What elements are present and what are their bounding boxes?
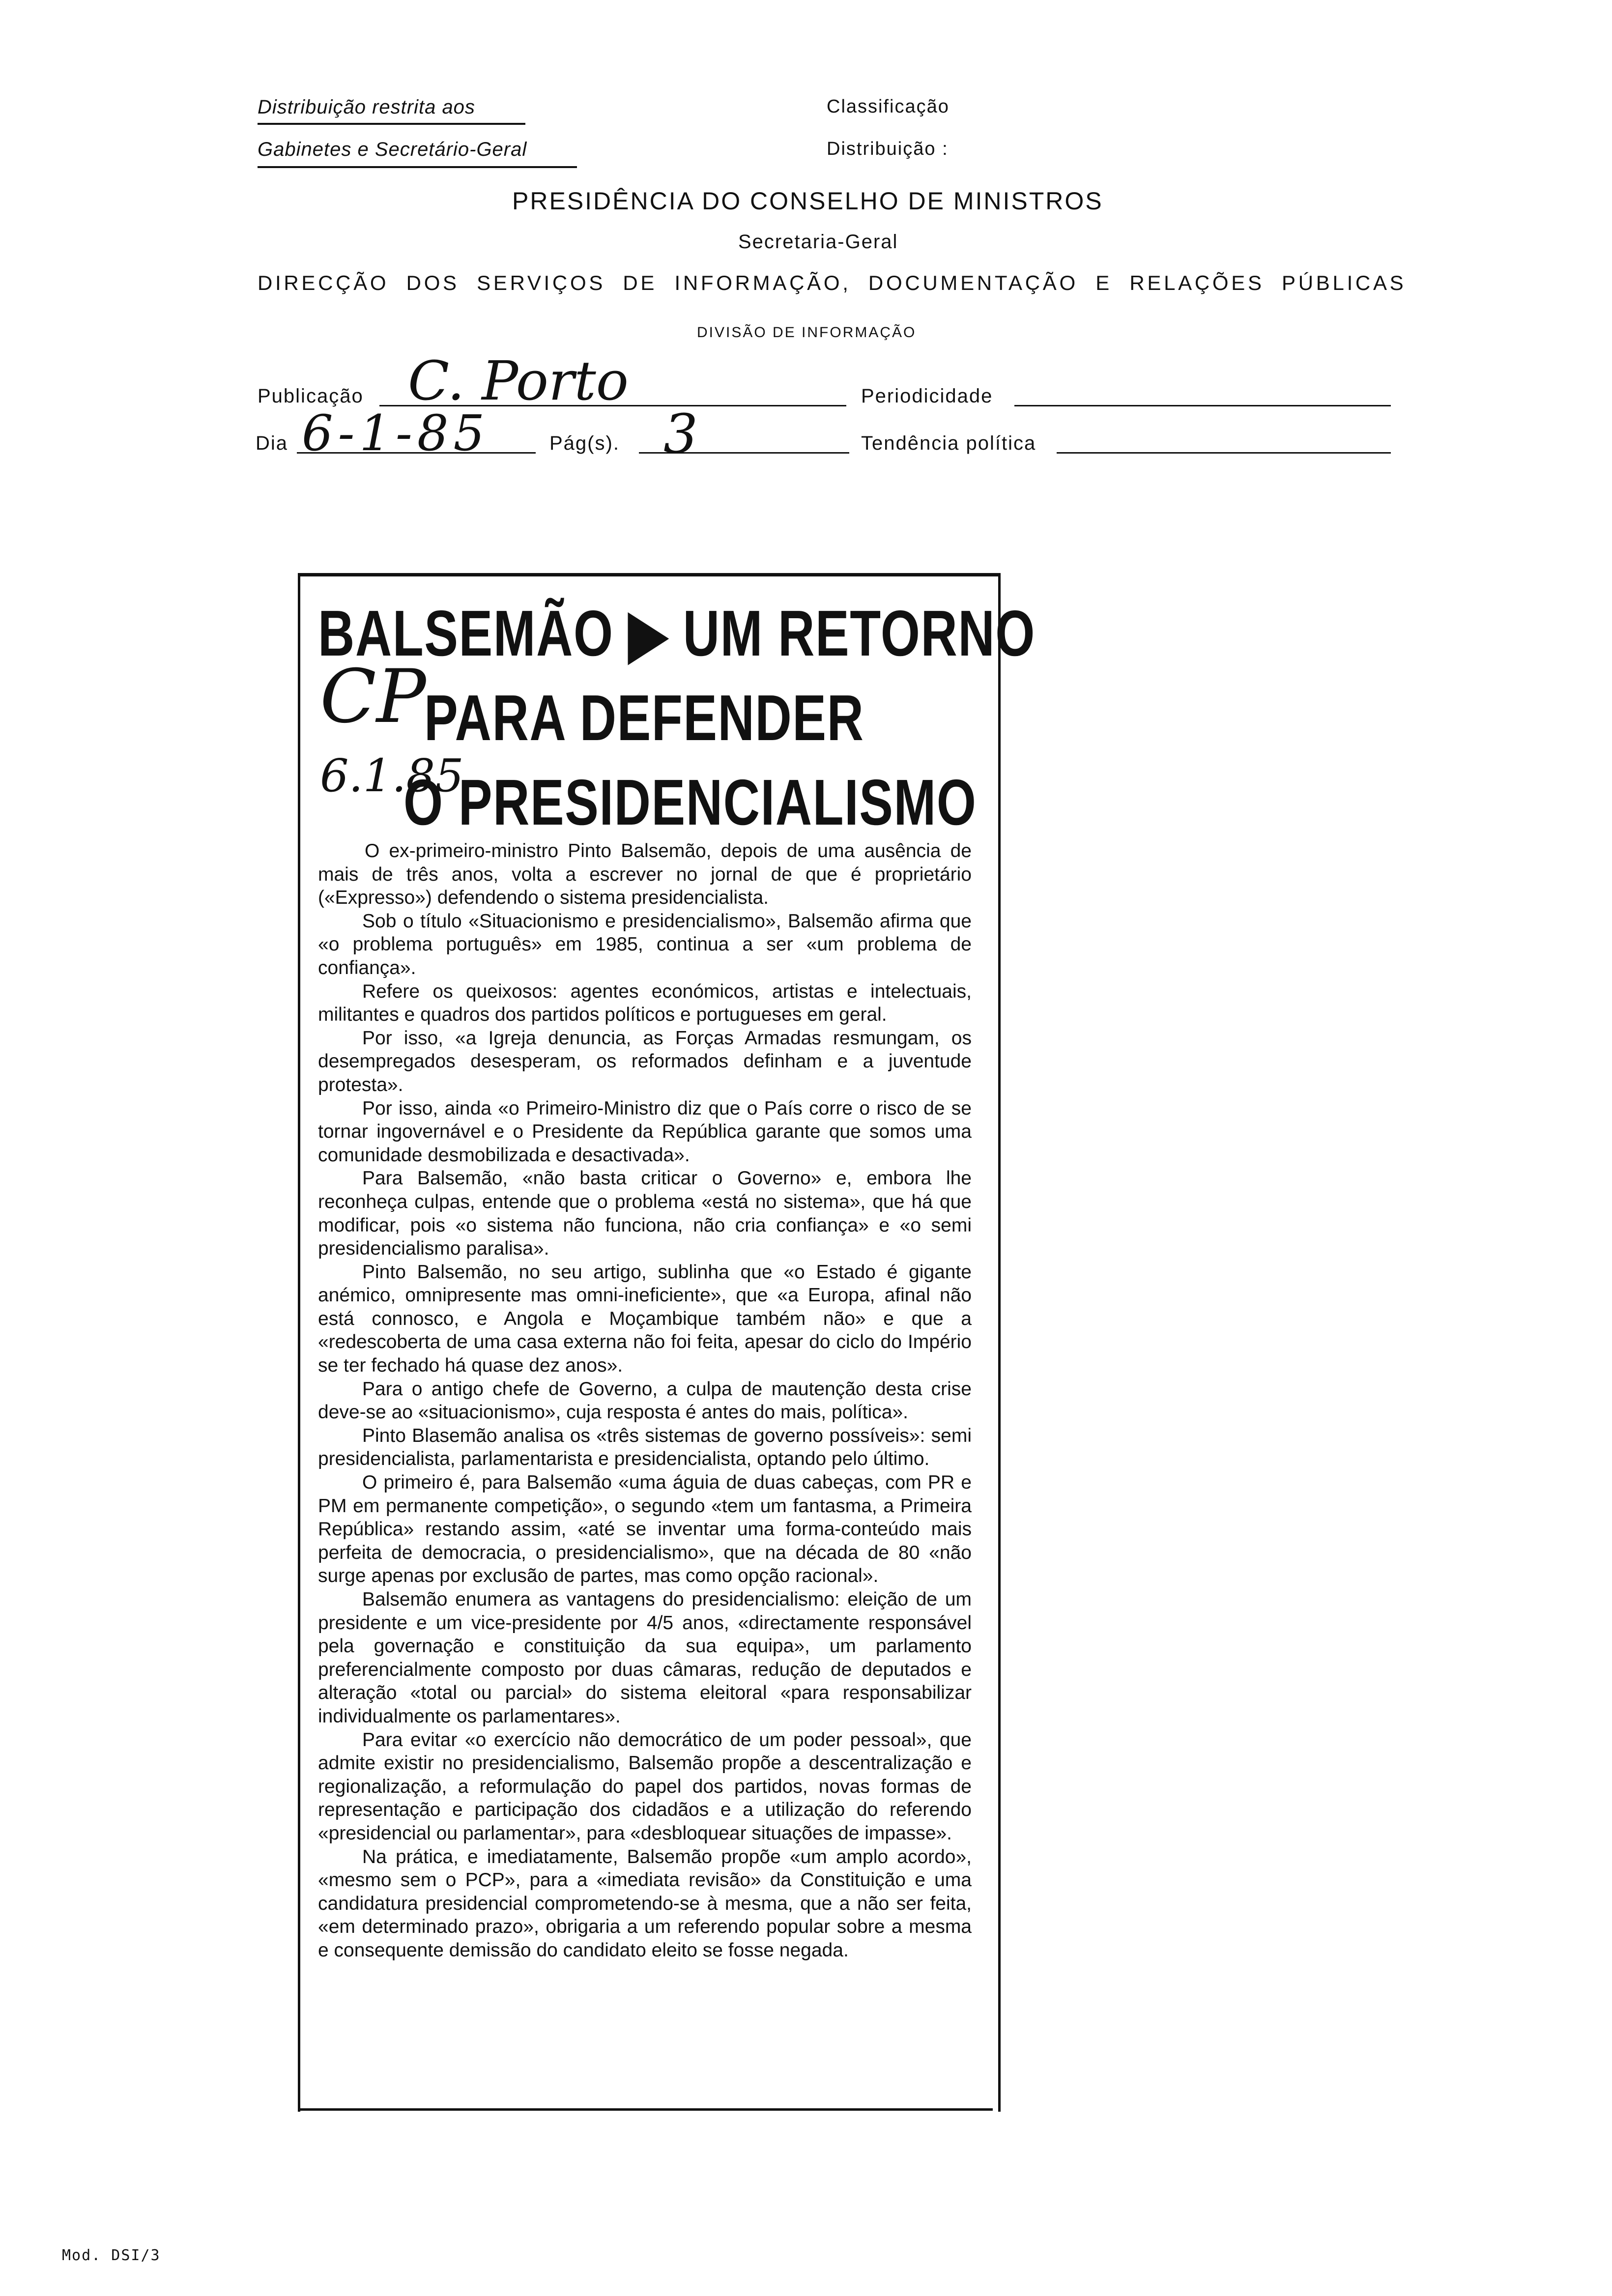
- article-paragraph: O primeiro é, para Balsemão «uma águia de duas cabeças, com PR e PM em permanente competição», o segundo «tem um fantasma, a Primeira República» restando assim, «até se inventar uma forma-conteúdo mais perfeita de democracia, o presidencialismo», que na década de 80 «não surge apenas por exclusão de partes, mas como opção racional».: [318, 1472, 972, 1587]
- headline-line-3: O PRESIDENCIALISMO: [403, 766, 977, 838]
- periodicity-label: Periodicidade: [861, 385, 993, 407]
- form-code: Mod. DSI/3: [62, 2247, 161, 2264]
- secretariat-title: Secretaria-Geral: [738, 231, 898, 253]
- day-handwritten: 6-1-85: [302, 404, 490, 462]
- article-paragraph: Pinto Balsemão, no seu artigo, sublinha que «o Estado é gigante anémico, omnipresente mas omni-ineficiente», que «a Europa, afinal não está connosco, e Angola e Moçambique também não» e que a «redescoberta de uma casa externa não foi feita, apesar do ciclo do Império se ter fechado há quase dez anos».: [318, 1261, 972, 1377]
- tendency-label: Tendência política: [861, 432, 1036, 454]
- directorate-title: DIRECÇÃO DOS SERVIÇOS DE INFORMAÇÃO, DOCUMENTAÇÃO E RELAÇÕES PÚBLICAS: [258, 271, 1407, 294]
- article-paragraph: Por isso, «a Igreja denuncia, as Forças Armadas resmungam, os desempregados desesperam, os reformados definham e a juventude protesta».: [318, 1027, 972, 1095]
- divider: [258, 166, 577, 168]
- pages-handwritten: 3: [663, 402, 698, 465]
- article-body: [318, 839, 972, 1962]
- headline-line-1: BALSEMÃO ▶ UM RETORNO: [318, 597, 1036, 669]
- article-paragraph: Para evitar «o exercício não democrático de um poder pessoal», que admite existir no presidencialismo, Balsemão propõe a descentralização e regionalização, a reformulação do papel dos partidos, novas formas de representação e participação dos cidadãos e a utilização do referendo «presidencial ou parlamentar», para «desbloquear situações de impasse».: [318, 1729, 972, 1844]
- newspaper-clipping: [298, 573, 1036, 2112]
- division-title: DIVISÃO DE INFORMAÇÃO: [697, 324, 917, 341]
- article-paragraph: Para o antigo chefe de Governo, a culpa de mautenção desta crise deve-se ao «situacionismo», cuja resposta é antes do mais, política».: [318, 1378, 972, 1423]
- tendency-line: [1057, 452, 1391, 454]
- divider: [258, 123, 525, 125]
- article-paragraph: O ex-primeiro-ministro Pinto Balsemão, depois de uma ausência de mais de três anos, volta a escrever no jornal de que é proprietário («Expresso») defendendo o sistema presidencialista.: [318, 840, 972, 909]
- article-paragraph: Por isso, ainda «o Primeiro-Ministro diz que o País corre o risco de se tornar ingovernável e o Presidente da República garante que somos uma comunidade desmobilizada e desactivada».: [318, 1097, 972, 1166]
- clipping-bottom-edge: [300, 2108, 993, 2111]
- headline-line-2: PARA DEFENDER: [424, 682, 864, 754]
- article-paragraph: Na prática, e imediatamente, Balsemão propõe «um amplo acordo», «mesmo sem o PCP», para a «imediata revisão» da Constituição e uma candidatura presidencial comprometendo-se à mesma, que a não ser feita, «em determinado prazo», obrigaria a um referendo popular sobre a mesma e consequente demissão do candidato eleito se fosse negada.: [318, 1846, 972, 1961]
- day-label: Dia: [256, 432, 288, 454]
- handwritten-annotation-source: CP: [320, 654, 426, 740]
- publication-label: Publicação: [258, 385, 364, 407]
- article-paragraph: Balsemão enumera as vantagens do presidencialismo: eleição de um presidente e um vice-presidente por 4/5 anos, «directamente responsável pela governação e constituição da sua equipa», um parlamento preferencialmente composto por duas câmaras, redução de deputados e alteração «total ou parcial» do sistema eleitoral «para responsabilizar individualmente os parlamentares».: [318, 1589, 972, 1727]
- article-paragraph: Sob o título «Situacionismo e presidencialismo», Balsemão afirma que «o problema português» em 1985, continua a ser «um problema de confiança».: [318, 910, 972, 978]
- article-paragraph: Para Balsemão, «não basta criticar o Governo» e, embora lhe reconheça culpas, entende que o problema «está no sistema», que há que modificar, pois «o sistema não funciona, não cria confiança» e «o semi presidencialismo paralisa».: [318, 1168, 972, 1260]
- classification-label: Classificação: [827, 96, 950, 117]
- periodicity-line: [1014, 405, 1391, 406]
- article-paragraph: Refere os queixosos: agentes económicos, artistas e intelectuais, militantes e quadros dos partidos políticos e portugueses em geral.: [318, 980, 972, 1026]
- distribution-label: Distribuição :: [827, 139, 949, 159]
- distribution-restricted-line1: Distribuição restrita aos: [258, 96, 475, 118]
- handwritten-annotation-date: 6.1.85: [320, 749, 464, 802]
- pages-label: Pág(s).: [549, 432, 620, 454]
- ministry-title: PRESIDÊNCIA DO CONSELHO DE MINISTROS: [512, 187, 1103, 215]
- publication-handwritten: C. Porto: [408, 349, 629, 412]
- article-paragraph: Pinto Blasemão analisa os «três sistemas de governo possíveis»: semi presidencialista, parlamentarista e presidencialista, optando pelo último.: [318, 1425, 972, 1470]
- distribution-restricted-line2: Gabinetes e Secretário-Geral: [258, 139, 527, 160]
